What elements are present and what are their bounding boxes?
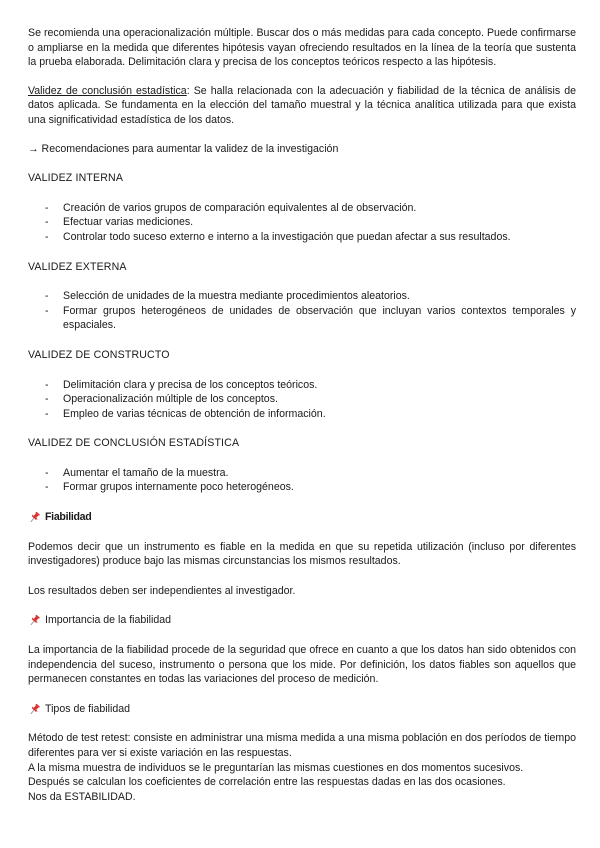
list-item-text: Delimitación clara y precisa de los conceptos teóricos. <box>63 378 318 391</box>
list-item <box>28 466 576 481</box>
intro-paragraph: Se recomienda una operacionalización múltiple. Buscar dos o más medidas para cada concepto. Puede confirmarse o ampliarse en la medida que diferentes hipótesis vayan ofreciendo resultados en la línea de la teoría que sustenta la prueba elaborada. Delimitación clara y precisa de los conceptos teóricos respecto a las hipótesis. <box>28 27 576 69</box>
importancia-title: Importancia de la fiabilidad <box>45 614 172 627</box>
section-title-validez-constructo: VALIDEZ DE CONSTRUCTO <box>28 348 170 361</box>
document-page <box>28 26 576 804</box>
tipos-line-1: Método de test retest: consiste en administrar una misma medida a una misma población en dos períodos de tiempo diferentes para ver si existe variación en las respuestas. <box>28 732 576 759</box>
pushpin-icon <box>28 703 41 716</box>
tipos-title: Tipos de fiabilidad <box>45 702 130 715</box>
list-item-text: Formar grupos internamente poco heterogéneos. <box>63 481 294 494</box>
dash-mark: - <box>45 304 49 317</box>
dash-mark: - <box>45 290 49 303</box>
dash-mark: - <box>45 230 49 243</box>
list-item <box>28 407 576 422</box>
list-item-text: Selección de unidades de la muestra mediante procedimientos aleatorios. <box>63 290 410 303</box>
pushpin-icon <box>28 511 41 524</box>
list-validez-conclusion <box>28 466 576 495</box>
list-item-text: Empleo de varias técnicas de obtención de información. <box>63 407 326 420</box>
dash-mark: - <box>45 481 49 494</box>
fiabilidad-heading <box>28 510 576 525</box>
dash-mark: - <box>45 216 49 229</box>
list-item <box>28 392 576 407</box>
recommendations-line: → Recomendaciones para aumentar la validez de la investigación <box>28 142 339 155</box>
list-item-text: Operacionalización múltiple de los conceptos. <box>63 393 278 406</box>
validez-conclusion-label: Validez de conclusión estadística <box>28 84 187 97</box>
validez-conclusion-paragraph <box>28 84 576 128</box>
section-title-validez-conclusion: VALIDEZ DE CONCLUSIÓN ESTADÍSTICA <box>28 437 240 450</box>
list-item-text: Efectuar varias mediciones. <box>63 216 194 229</box>
list-item-text: Creación de varios grupos de comparación equivalentes al de observación. <box>63 201 417 214</box>
list-item-text: Formar grupos heterogéneos de unidades de observación que incluyan varios contextos temporales y espaciales. <box>63 304 576 332</box>
list-item <box>28 201 576 216</box>
list-item <box>28 215 576 230</box>
importancia-heading <box>28 613 576 628</box>
list-item <box>28 304 576 333</box>
list-validez-constructo <box>28 378 576 422</box>
list-item <box>28 230 576 245</box>
fiabilidad-paragraph: Podemos decir que un instrumento es fiable en la medida en que su repetida utilización (incluso por diferentes investigadores) produce bajo las mismas circunstancias los mismos resultados. <box>28 540 576 568</box>
list-item-text: Aumentar el tamaño de la muestra. <box>63 466 229 479</box>
dash-mark: - <box>45 466 49 479</box>
fiabilidad-paragraph-2: Los resultados deben ser independientes al investigador. <box>28 584 296 597</box>
dash-mark: - <box>45 201 49 214</box>
pushpin-icon <box>28 614 41 627</box>
list-validez-externa <box>28 289 576 333</box>
tipos-line-4: Nos da ESTABILIDAD. <box>28 790 136 803</box>
dash-mark: - <box>45 378 49 391</box>
tipos-line-3: Después se calculan los coeficientes de correlación entre las respuestas dadas en las dos ocasiones. <box>28 776 506 789</box>
list-item <box>28 378 576 393</box>
list-item-text: Controlar todo suceso externo e interno a la investigación que puedan afectar a sus resultados. <box>63 230 511 243</box>
dash-mark: - <box>45 407 49 420</box>
list-validez-interna <box>28 201 576 245</box>
section-title-validez-interna: VALIDEZ INTERNA <box>28 172 124 185</box>
list-item <box>28 480 576 495</box>
validez-conclusion-text: : Se halla relacionada con la adecuación y fiabilidad de la técnica de análisis de datos aplicada. Se fundamenta en la elección del tamaño muestral y la técnica analítica utilizada para que exista una significatividad estadística de los datos. <box>28 84 576 126</box>
tipos-heading <box>28 702 576 717</box>
list-item <box>28 289 576 304</box>
dash-mark: - <box>45 393 49 406</box>
fiabilidad-title: Fiabilidad <box>45 511 92 524</box>
section-title-validez-externa: VALIDEZ EXTERNA <box>28 260 127 273</box>
importancia-paragraph: La importancia de la fiabilidad procede de la seguridad que ofrece en cuanto a que los datos han sido obtenidos con independencia del suceso, instrumento o persona que los mide. Por definición, los datos fiables son aquellos que permanecen constantes en todas las variaciones del proceso de medición. <box>28 644 576 686</box>
tipos-line-2: A la misma muestra de individuos se le preguntarían las mismas cuestiones en dos momentos sucesivos. <box>28 761 524 774</box>
